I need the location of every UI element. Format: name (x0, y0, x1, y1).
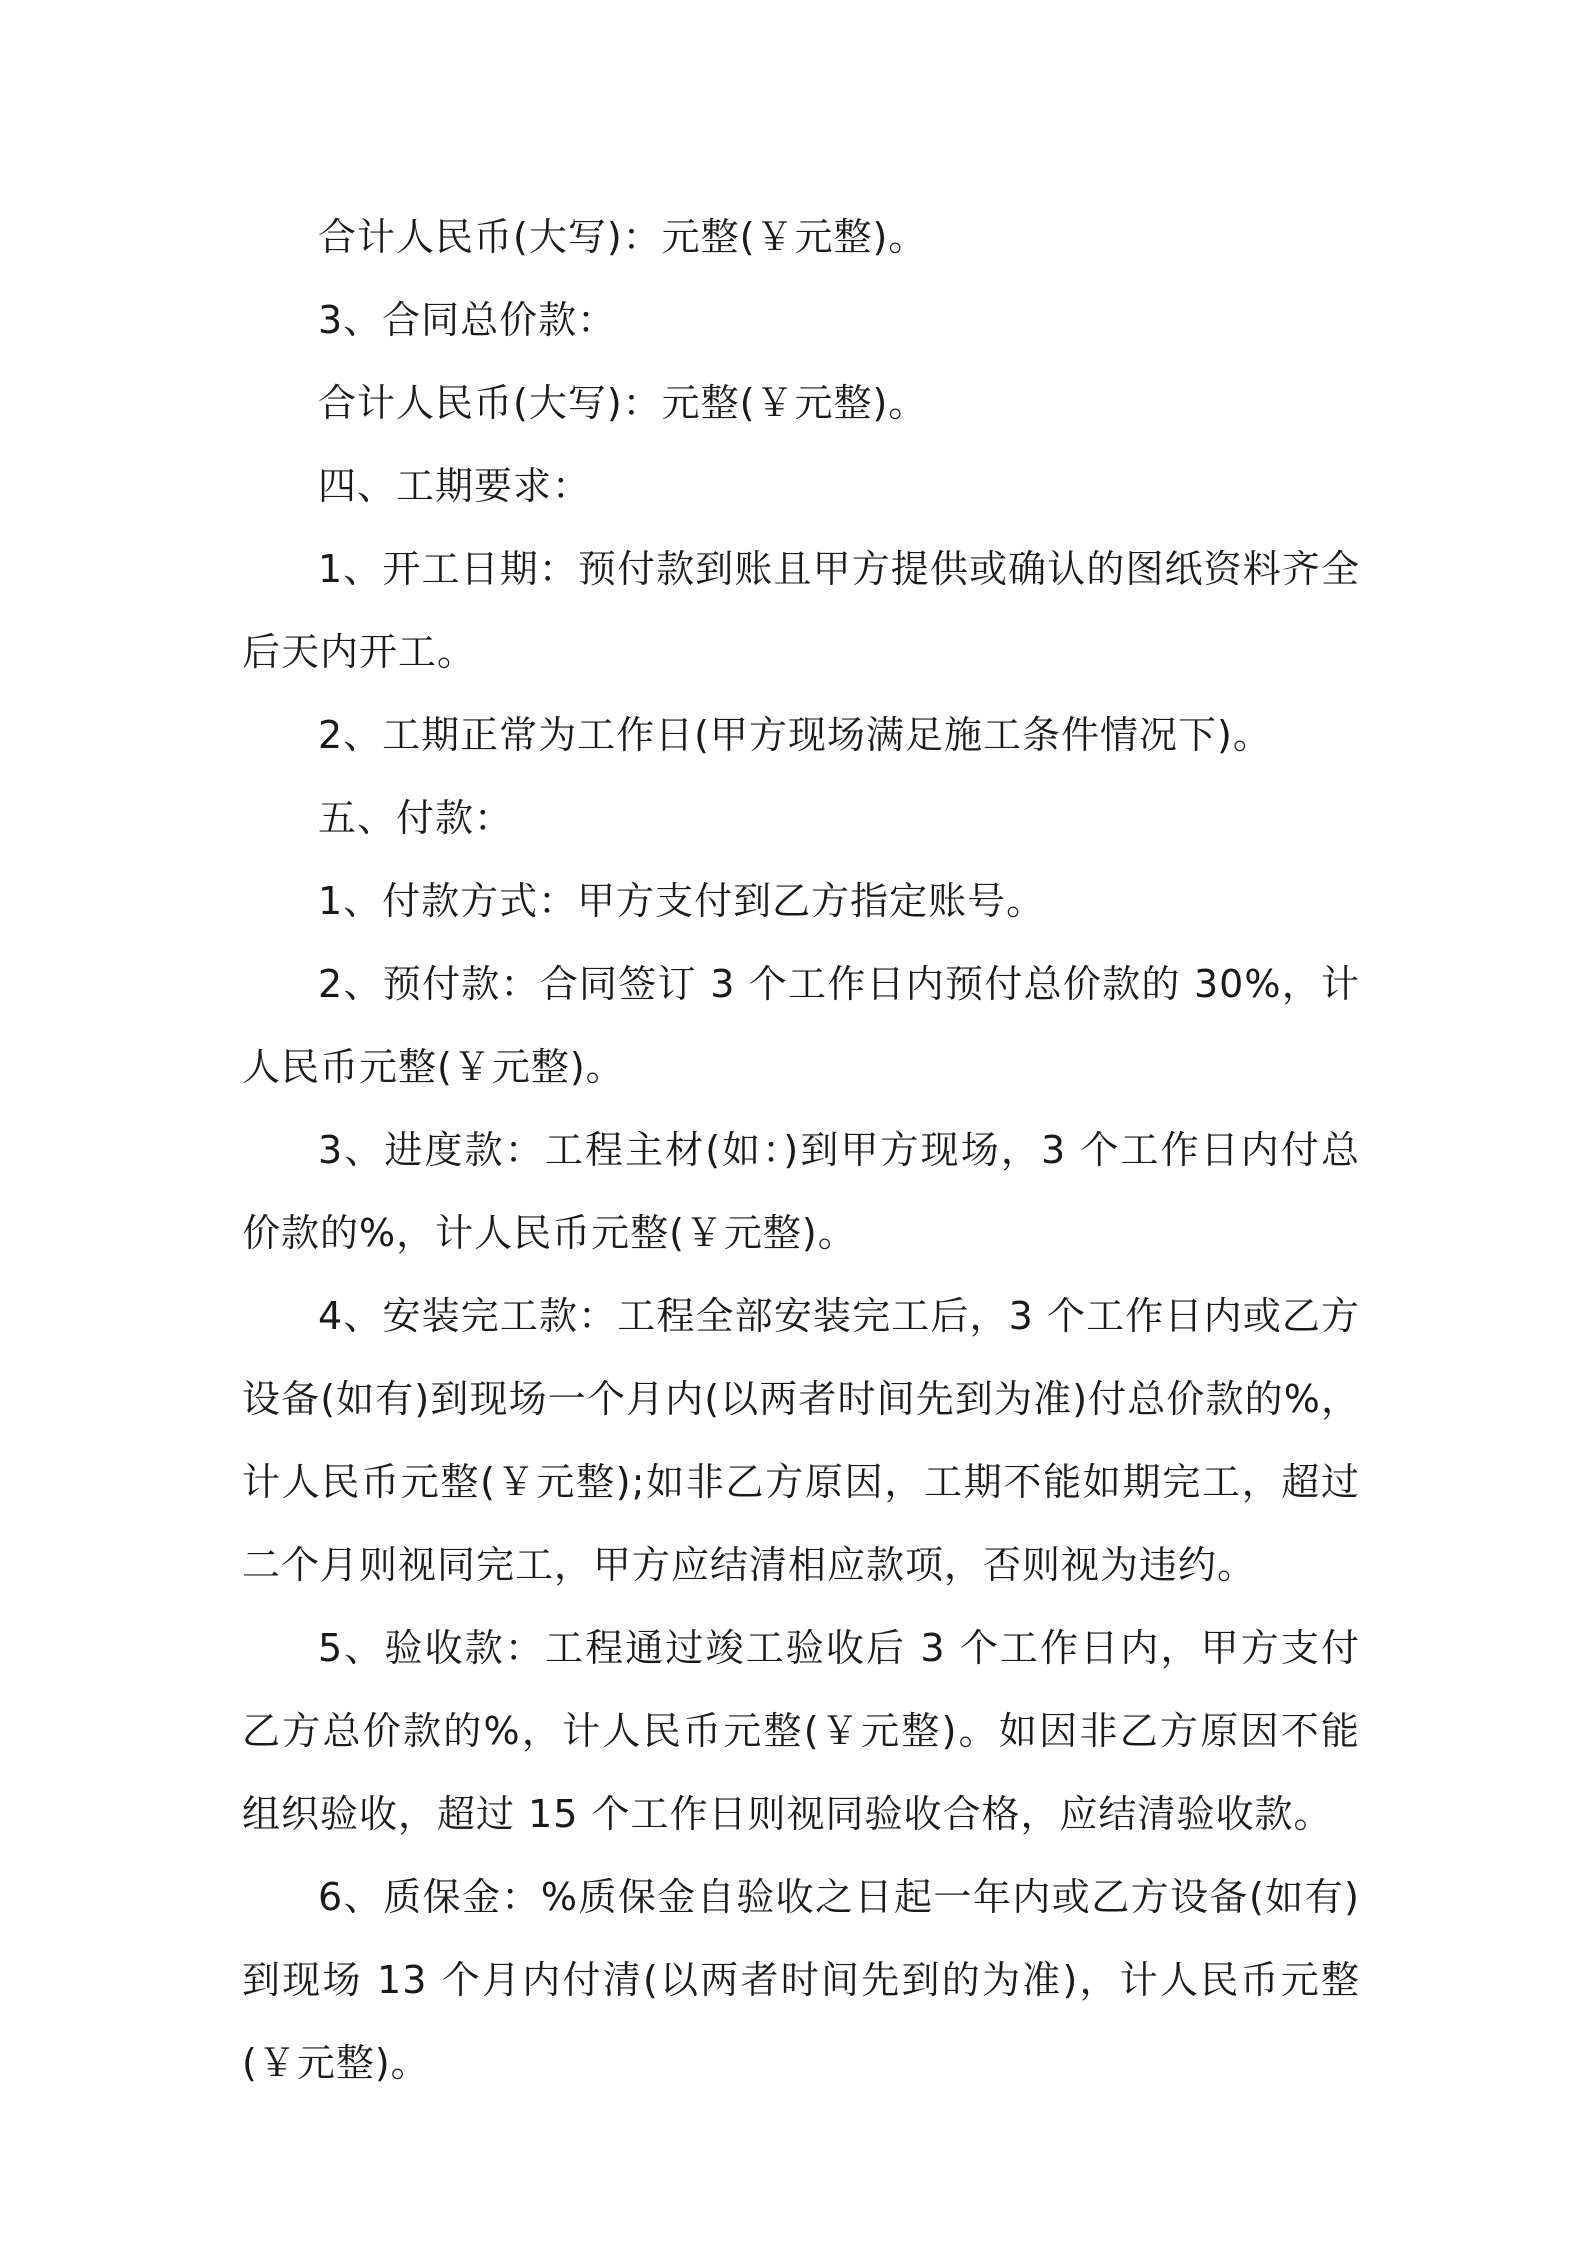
paragraph-payment-method: 1、付款方式：甲方支付到乙方指定账号。 (318, 879, 1046, 923)
section-heading-payment: 五、付款： (318, 796, 514, 840)
paragraph-duration: 2、工期正常为工作日(甲方现场满足施工条件情况下)。 (318, 713, 1272, 757)
paragraph-installation-payment: 4、安装完工款：工程全部安装完工后，3 个工作日内或乙方设备(如有)到现场一个月内(以两者时间先到为准)付总价款的%，计人民币元整(￥元整);如非乙方原因，工期不能如期完工，超过二个月则视同完工，甲方应结清相应款项，否则视为违约。 (242, 1294, 1360, 1587)
paragraph-advance-payment: 2、预付款：合同签订 3 个工作日内预付总价款的 30%，计人民币元整(￥元整)。 (242, 962, 1360, 1089)
paragraph-total-rmb-2: 合计人民币(大写)：元整(￥元整)。 (318, 381, 928, 425)
paragraph-total-rmb-1: 合计人民币(大写)：元整(￥元整)。 (318, 215, 928, 259)
paragraph-retention-money: 6、质保金：%质保金自验收之日起一年内或乙方设备(如有)到现场 13 个月内付清(以两者时间先到的为准)，计人民币元整(￥元整)。 (242, 1875, 1360, 2085)
paragraph-contract-total-price: 3、合同总价款： (318, 298, 617, 342)
section-heading-schedule: 四、工期要求： (318, 464, 592, 508)
paragraph-start-date: 1、开工日期：预付款到账且甲方提供或确认的图纸资料齐全后天内开工。 (242, 547, 1360, 674)
paragraph-acceptance-payment: 5、验收款：工程通过竣工验收后 3 个工作日内，甲方支付乙方总价款的%，计人民币元整(￥元整)。如因非乙方原因不能组织验收，超过 15 个工作日则视同验收合格，应结清验收款。 (242, 1626, 1360, 1836)
paragraph-progress-payment: 3、进度款：工程主材(如：)到甲方现场，3 个工作日内付总价款的%，计人民币元整(￥元整)。 (242, 1128, 1360, 1255)
document-body (242, 196, 1360, 2105)
